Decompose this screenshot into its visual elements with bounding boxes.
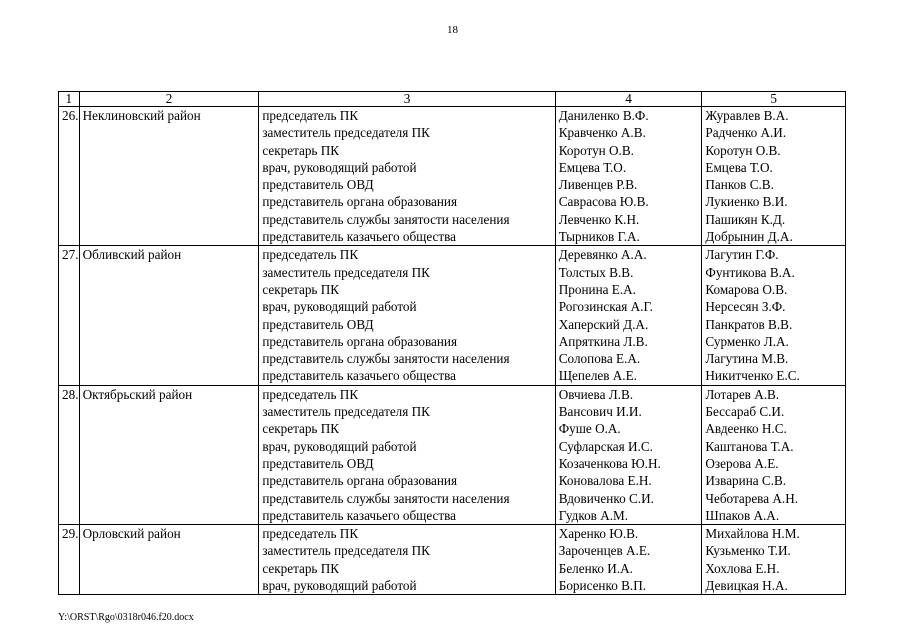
deputy-name: Нерсесян З.Ф. <box>705 299 786 315</box>
deputy-name: Михайлова Н.М. <box>705 526 800 542</box>
deputy-name: Кузьменко Т.И. <box>705 543 791 559</box>
table-row <box>59 246 846 385</box>
deputy-name: Каштанова Т.А. <box>705 438 794 454</box>
deputy-name: Сурменко Л.А. <box>705 333 789 349</box>
deputy-name: Емцева Т.О. <box>705 159 773 175</box>
deputy-name: Лагутина М.В. <box>705 351 789 367</box>
role-line: представитель ОВД <box>262 316 374 332</box>
member-name: Левченко К.Н. <box>558 211 640 227</box>
member-cell <box>555 246 702 385</box>
row-number-cell: 26. <box>59 107 80 246</box>
deputy-name: Озерова А.Е. <box>705 455 779 471</box>
deputy-name: Лукиенко В.И. <box>705 194 788 210</box>
deputy-name: Шпаков А.А. <box>705 507 780 523</box>
deputy-name: Добрынин Д.А. <box>705 229 793 245</box>
role-line: представитель службы занятости населения <box>262 211 510 227</box>
role-line: председатель ПК <box>262 386 359 402</box>
deputy-cell <box>702 525 846 595</box>
member-name: Апряткина Л.В. <box>558 333 648 349</box>
deputy-name: Панков С.В. <box>705 177 774 193</box>
row-number-cell: 29. <box>59 525 80 595</box>
district-cell: Неклиновский район <box>79 107 259 246</box>
role-cell <box>259 385 555 524</box>
deputy-name: Пашикян К.Д. <box>705 211 786 227</box>
deputy-name: Никитченко Е.С. <box>705 368 800 384</box>
column-number-1: 1 <box>59 92 80 107</box>
role-line: председатель ПК <box>262 247 359 263</box>
member-name: Ливенцев Р.В. <box>558 177 638 193</box>
district-cell: Орловский район <box>79 525 259 595</box>
role-line: представитель казачьего общества <box>262 229 457 245</box>
member-name: Зароченцев А.Е. <box>558 543 651 559</box>
member-name: Толстых В.В. <box>558 264 634 280</box>
document-file-path: Y:\ORST\Rgo\0318r046.f20.docx <box>58 612 194 623</box>
deputy-name: Радченко А.И. <box>705 125 787 141</box>
role-line: представитель органа образования <box>262 194 458 210</box>
table-row <box>59 385 846 524</box>
deputy-name: Лагутин Г.Ф. <box>705 247 779 263</box>
district-cell: Октябрьский район <box>79 385 259 524</box>
member-name: Щепелев А.Е. <box>558 368 637 384</box>
member-name: Козаченкова Ю.Н. <box>558 455 661 471</box>
member-name: Суфларская И.С. <box>558 438 653 454</box>
member-name: Харенко Ю.В. <box>558 526 639 542</box>
deputy-name: Авдеенко Н.С. <box>705 421 787 437</box>
role-line: представитель органа образования <box>262 473 458 489</box>
member-name: Солопова Е.А. <box>558 351 641 367</box>
role-line: председатель ПК <box>262 526 359 542</box>
member-name: Пронина Е.А. <box>558 281 636 297</box>
role-cell <box>259 107 555 246</box>
role-line: представитель службы занятости населения <box>262 490 510 506</box>
role-cell <box>259 525 555 595</box>
deputy-name: Панкратов В.В. <box>705 316 793 332</box>
member-name: Тырников Г.А. <box>558 229 640 245</box>
member-name: Емцева Т.О. <box>558 159 627 175</box>
member-name: Рогозинская А.Г. <box>558 299 653 315</box>
role-line: секретарь ПК <box>262 560 340 576</box>
role-line: заместитель председателя ПК <box>262 543 430 559</box>
role-line: представитель казачьего общества <box>262 507 457 523</box>
role-line: представитель органа образования <box>262 333 458 349</box>
deputy-name: Хохлова Е.Н. <box>705 560 780 576</box>
role-line: заместитель председателя ПК <box>262 125 430 141</box>
page-number: 18 <box>447 24 458 36</box>
member-name: Овчиева Л.В. <box>558 386 634 402</box>
commission-table-container <box>58 91 846 595</box>
role-line: представитель ОВД <box>262 177 374 193</box>
deputy-cell <box>702 385 846 524</box>
role-line: представитель ОВД <box>262 455 374 471</box>
role-line: врач, руководящий работой <box>262 578 417 594</box>
column-number-4: 4 <box>555 92 702 107</box>
deputy-name: Лотарев А.В. <box>705 386 780 402</box>
member-name: Кравченко А.В. <box>558 125 646 141</box>
table-row <box>59 107 846 246</box>
role-line: врач, руководящий работой <box>262 159 417 175</box>
table-row <box>59 525 846 595</box>
column-number-5: 5 <box>702 92 846 107</box>
deputy-cell <box>702 107 846 246</box>
commission-table <box>58 91 846 595</box>
column-number-header-row <box>59 92 846 107</box>
role-line: представитель казачьего общества <box>262 368 457 384</box>
member-name: Гудков А.М. <box>558 507 629 523</box>
deputy-name: Комарова О.В. <box>705 281 788 297</box>
role-cell <box>259 246 555 385</box>
deputy-name: Девицкая Н.А. <box>705 578 788 594</box>
role-line: председатель ПК <box>262 108 359 123</box>
column-number-3: 3 <box>259 92 555 107</box>
deputy-name: Журавлев В.А. <box>705 108 789 123</box>
member-cell <box>555 385 702 524</box>
deputy-name: Коротун О.В. <box>705 142 781 158</box>
deputy-name: Фунтикова В.А. <box>705 264 795 280</box>
role-line: представитель службы занятости населения <box>262 351 510 367</box>
role-line: врач, руководящий работой <box>262 299 417 315</box>
deputy-cell <box>702 246 846 385</box>
member-name: Даниленко В.Ф. <box>558 108 649 123</box>
member-name: Хаперский Д.А. <box>558 316 649 332</box>
role-line: секретарь ПК <box>262 281 340 297</box>
member-name: Деревянко А.А. <box>558 247 647 263</box>
role-line: заместитель председателя ПК <box>262 404 430 420</box>
deputy-name: Чеботарева А.Н. <box>705 490 799 506</box>
member-name: Саврасова Ю.В. <box>558 194 649 210</box>
member-cell <box>555 107 702 246</box>
member-name: Вдовиченко С.И. <box>558 490 654 506</box>
role-line: врач, руководящий работой <box>262 438 417 454</box>
member-name: Фуше О.А. <box>558 421 621 437</box>
role-line: заместитель председателя ПК <box>262 264 430 280</box>
row-number-cell: 27. <box>59 246 80 385</box>
member-cell <box>555 525 702 595</box>
member-name: Борисенко В.П. <box>558 578 647 594</box>
member-name: Вансович И.И. <box>558 404 642 420</box>
role-line: секретарь ПК <box>262 142 340 158</box>
deputy-name: Изварина С.В. <box>705 473 787 489</box>
row-number-cell: 28. <box>59 385 80 524</box>
district-cell: Обливский район <box>79 246 259 385</box>
member-name: Коновалова Е.Н. <box>558 473 652 489</box>
role-line: секретарь ПК <box>262 421 340 437</box>
column-number-2: 2 <box>79 92 259 107</box>
deputy-name: Бессараб С.И. <box>705 404 785 420</box>
member-name: Коротун О.В. <box>558 142 634 158</box>
member-name: Беленко И.А. <box>558 560 633 576</box>
